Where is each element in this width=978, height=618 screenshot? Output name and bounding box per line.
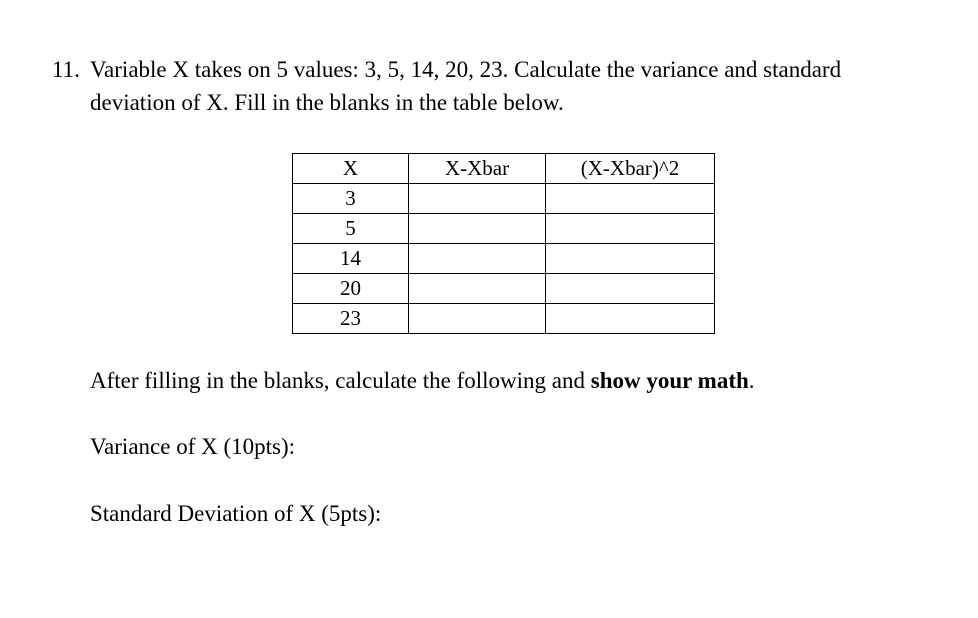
header-x-minus-xbar-squared: (X-Xbar)^2 xyxy=(546,154,715,184)
table-row xyxy=(293,244,715,274)
blank-deviation-cell[interactable] xyxy=(409,214,546,244)
question-number: 11. xyxy=(52,57,80,82)
blank-squared-deviation-cell[interactable] xyxy=(546,244,715,274)
question-text xyxy=(52,53,932,119)
variance-prompt: Variance of X (10pts): xyxy=(90,434,296,459)
header-x-minus-xbar: X-Xbar xyxy=(409,154,546,184)
table-header-row xyxy=(293,154,715,184)
blank-deviation-cell[interactable] xyxy=(409,274,546,304)
blank-squared-deviation-cell[interactable] xyxy=(546,184,715,214)
question-line-2: deviation of X. Fill in the blanks in the table below. xyxy=(90,90,564,115)
blank-deviation-cell[interactable] xyxy=(409,244,546,274)
std-dev-prompt: Standard Deviation of X (5pts): xyxy=(90,501,382,526)
table-row xyxy=(293,184,715,214)
cell-x: 3 xyxy=(293,184,409,214)
instructions-lead: After filling in the blanks, calculate the following and xyxy=(90,368,591,393)
blank-squared-deviation-cell[interactable] xyxy=(546,214,715,244)
table-row xyxy=(293,274,715,304)
blank-deviation-cell[interactable] xyxy=(409,184,546,214)
table-row xyxy=(293,304,715,334)
cell-x: 5 xyxy=(293,214,409,244)
cell-x: 23 xyxy=(293,304,409,334)
work-table xyxy=(292,153,715,334)
blank-squared-deviation-cell[interactable] xyxy=(546,274,715,304)
blank-deviation-cell[interactable] xyxy=(409,304,546,334)
cell-x: 14 xyxy=(293,244,409,274)
instructions-period: . xyxy=(748,368,755,393)
cell-x: 20 xyxy=(293,274,409,304)
question-line-1 xyxy=(52,53,932,86)
table-row xyxy=(293,214,715,244)
blank-squared-deviation-cell[interactable] xyxy=(546,304,715,334)
instructions-text xyxy=(90,366,755,396)
instructions-emphasis: show your math xyxy=(590,368,749,393)
question-line-1-text: Variable X takes on 5 values: 3, 5, 14, 20, 23. Calculate the variance and standard xyxy=(90,57,842,82)
header-x: X xyxy=(293,154,409,184)
